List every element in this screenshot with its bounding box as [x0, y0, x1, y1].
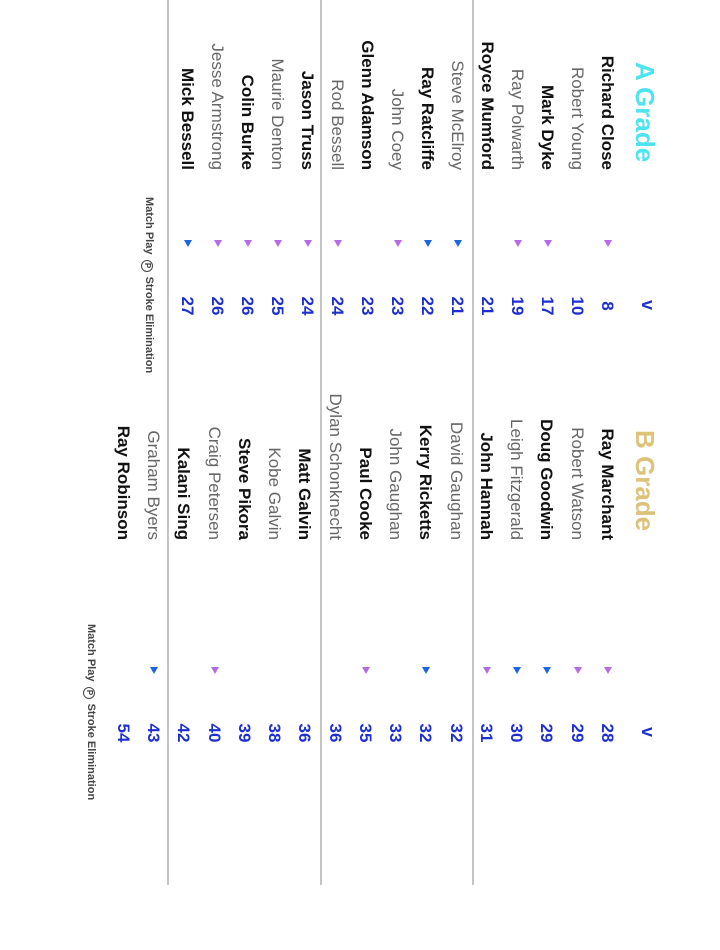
player-name: Doug Goodwin [537, 419, 557, 540]
player-seed: 38 [265, 723, 285, 743]
player-seed: 43 [144, 723, 164, 743]
format-marker-icon [513, 667, 521, 674]
player-row [231, 0, 257, 758]
legend-p-icon: P [83, 687, 95, 699]
legend-stroke-elimination: Stroke Elimination [85, 703, 97, 801]
player-seed: 19 [508, 296, 527, 316]
player-seed: 28 [598, 723, 617, 743]
player-seed: 17 [538, 296, 557, 316]
format-marker-icon [362, 667, 370, 674]
player-name: Kalani Sing [174, 447, 194, 540]
player-seed: 33 [386, 723, 406, 743]
format-marker-icon [423, 667, 431, 674]
player-name: Matt Galvin [295, 448, 315, 540]
player-name: Ray Polwarth [508, 68, 527, 170]
player-name: Ray Marchant [598, 428, 617, 540]
player-seed: 21 [448, 296, 467, 316]
player-row [413, 0, 439, 758]
player-seed: 24 [298, 296, 317, 316]
player-name: Robert Watson [567, 427, 587, 540]
player-row [534, 0, 560, 758]
player-row [473, 0, 499, 758]
player-seed: 22 [418, 296, 437, 316]
player-name: Jason Truss [298, 70, 317, 170]
legend-p-icon: P [141, 260, 153, 272]
player-name: Glenn Adamson [358, 40, 377, 170]
player-seed: 25 [268, 296, 287, 316]
player-seed: 39 [235, 723, 254, 743]
player-name: Leigh Fitzgerald [507, 419, 527, 540]
format-marker-icon [150, 667, 158, 674]
player-name: Paul Cooke [356, 447, 375, 540]
player-name: Robert Young [568, 66, 587, 170]
legend-match-play: Match Play [85, 624, 97, 682]
player-row [110, 0, 136, 758]
player-seed: 24 [328, 296, 347, 316]
legend-match-play: Match Play [143, 197, 155, 255]
player-row [352, 0, 378, 758]
player-seed: 29 [537, 723, 557, 743]
player-name: John Coey [388, 88, 407, 170]
player-seed: 32 [446, 723, 466, 743]
player-seed: 54 [114, 723, 133, 743]
player-name: Steve Pikora [235, 437, 254, 540]
player-row [382, 0, 408, 758]
player-seed: 36 [295, 723, 315, 743]
player-name: Royce Mumford [478, 41, 497, 170]
a-grade-vs-icon: v [638, 300, 658, 311]
format-marker-icon [574, 667, 582, 674]
player-row [594, 0, 620, 758]
player-row [292, 0, 318, 758]
b-grade-title: B Grade [630, 430, 660, 532]
player-seed: 27 [178, 296, 197, 316]
player-row [261, 0, 287, 758]
format-marker-icon [544, 667, 552, 674]
player-name: Maurie Denton [268, 58, 287, 170]
player-seed: 30 [507, 723, 527, 743]
player-name: Graham Byers [144, 430, 164, 540]
player-name: Ray Robinson [114, 425, 133, 540]
player-row [171, 0, 197, 758]
b-grade-vs-icon: v [638, 727, 658, 738]
player-name: John Gaughan [386, 428, 406, 540]
player-row [564, 0, 590, 758]
player-name: Mark Dyke [538, 84, 557, 170]
player-row [140, 0, 166, 758]
player-seed: 26 [238, 296, 257, 316]
player-seed: 36 [325, 723, 345, 743]
player-name: David Gaughan [446, 421, 466, 540]
player-name: Ray Ratcliffe [418, 67, 437, 170]
player-name: Kobe Galvin [265, 447, 285, 540]
divider-bottom [167, 0, 169, 885]
player-seed: 23 [358, 296, 377, 316]
player-name: Colin Burke [238, 74, 257, 170]
player-name: Craig Petersen [204, 426, 224, 540]
player-row [322, 0, 348, 758]
a-grade-title: A Grade [630, 62, 660, 163]
player-seed: 21 [478, 296, 497, 316]
format-marker-icon [211, 667, 219, 674]
player-name: Richard Close [598, 55, 617, 170]
player-seed: 26 [208, 296, 227, 316]
player-seed: 42 [174, 723, 194, 743]
player-name: Dylan Schonknecht [325, 393, 345, 540]
b-grade-legend [83, 624, 98, 800]
player-seed: 35 [356, 723, 375, 743]
player-row [201, 0, 227, 758]
player-row [443, 0, 469, 758]
player-name: Steve McElroy [448, 60, 467, 170]
legend-stroke-elimination: Stroke Elimination [143, 276, 155, 374]
player-seed: 23 [388, 296, 407, 316]
player-seed: 32 [416, 723, 436, 743]
player-seed: 29 [567, 723, 587, 743]
player-name: Rod Bessell [328, 79, 347, 170]
format-marker-icon [604, 667, 612, 674]
player-name: John Hannah [477, 432, 496, 540]
format-marker-icon [483, 667, 491, 674]
player-row [503, 0, 529, 758]
player-name: Kerry Ricketts [416, 424, 436, 540]
player-name: Mick Bessell [178, 67, 197, 170]
player-seed: 31 [477, 723, 496, 743]
player-seed: 10 [568, 296, 587, 316]
player-seed: 40 [204, 723, 224, 743]
player-seed: 8 [598, 301, 617, 311]
player-name: Jesse Armstrong [208, 43, 227, 170]
